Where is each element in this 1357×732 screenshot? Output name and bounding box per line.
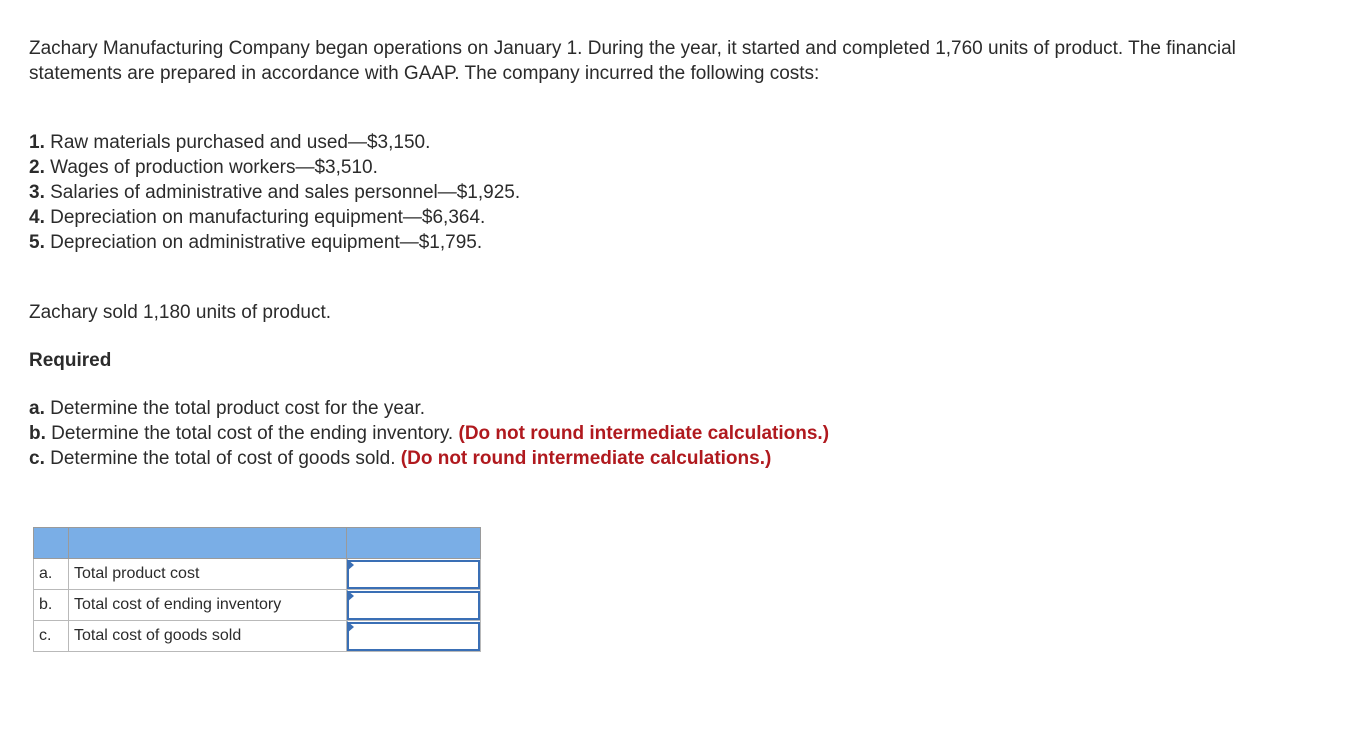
cost-item-text: Salaries of administrative and sales personnel—$1,925. — [44, 182, 521, 203]
problem-content — [29, 36, 1329, 471]
cost-item-number: 5. — [29, 232, 45, 253]
answer-cell — [347, 590, 481, 621]
requirement-item — [29, 446, 1329, 471]
requirement-text: Determine the total cost of the ending inventory. — [45, 423, 459, 444]
requirement-letter: b. — [29, 423, 46, 444]
table-row — [34, 559, 481, 590]
cost-item-number: 3. — [29, 182, 45, 203]
requirement-letter: c. — [29, 448, 45, 469]
row-label: Total cost of ending inventory — [69, 590, 347, 621]
answer-table-header — [34, 528, 481, 559]
row-letter: b. — [34, 590, 69, 621]
cost-item-number: 4. — [29, 207, 45, 228]
requirement-text: Determine the total product cost for the year. — [44, 398, 426, 419]
requirements-list — [29, 396, 1329, 471]
answer-cell — [347, 559, 481, 590]
requirement-letter: a. — [29, 398, 45, 419]
row-letter: c. — [34, 621, 69, 652]
requirement-item — [29, 396, 1329, 421]
table-row — [34, 590, 481, 621]
answer-table — [33, 527, 481, 652]
requirement-note: (Do not round intermediate calculations.) — [400, 448, 772, 469]
requirement-text: Determine the total of cost of goods sold. — [44, 448, 401, 469]
requirement-note: (Do not round intermediate calculations.) — [458, 423, 830, 444]
header-cell — [347, 528, 481, 559]
units-sold-text: Zachary sold 1,180 units of product. — [29, 302, 332, 323]
ending-inventory-cost-input[interactable] — [347, 591, 480, 620]
requirement-item — [29, 421, 1329, 446]
row-label: Total product cost — [69, 559, 347, 590]
cost-item-text: Wages of production workers—$3,510. — [44, 157, 378, 178]
table-row — [34, 621, 481, 652]
row-label: Total cost of goods sold — [69, 621, 347, 652]
total-product-cost-input[interactable] — [347, 560, 480, 589]
intro-paragraph: Zachary Manufacturing Company began operations on January 1. During the year, it started and completed 1,760 units of product. The financial statements are prepared in accordance with GAAP. The company incurred the following costs: — [29, 38, 1236, 84]
required-heading: Required — [29, 350, 112, 371]
cost-of-goods-sold-input[interactable] — [347, 622, 480, 651]
cost-item — [29, 180, 1329, 205]
cost-item — [29, 130, 1329, 155]
cost-item-text: Raw materials purchased and used—$3,150. — [44, 132, 431, 153]
cost-item-number: 1. — [29, 132, 45, 153]
header-cell — [69, 528, 347, 559]
cost-item-text: Depreciation on manufacturing equipment—$6,364. — [44, 207, 486, 228]
cost-item-number: 2. — [29, 157, 45, 178]
cost-item — [29, 230, 1329, 255]
cost-list — [29, 130, 1329, 255]
cost-item — [29, 155, 1329, 180]
row-letter: a. — [34, 559, 69, 590]
cost-item-text: Depreciation on administrative equipment—$1,795. — [44, 232, 483, 253]
cost-item — [29, 205, 1329, 230]
answer-cell — [347, 621, 481, 652]
header-cell — [34, 528, 69, 559]
